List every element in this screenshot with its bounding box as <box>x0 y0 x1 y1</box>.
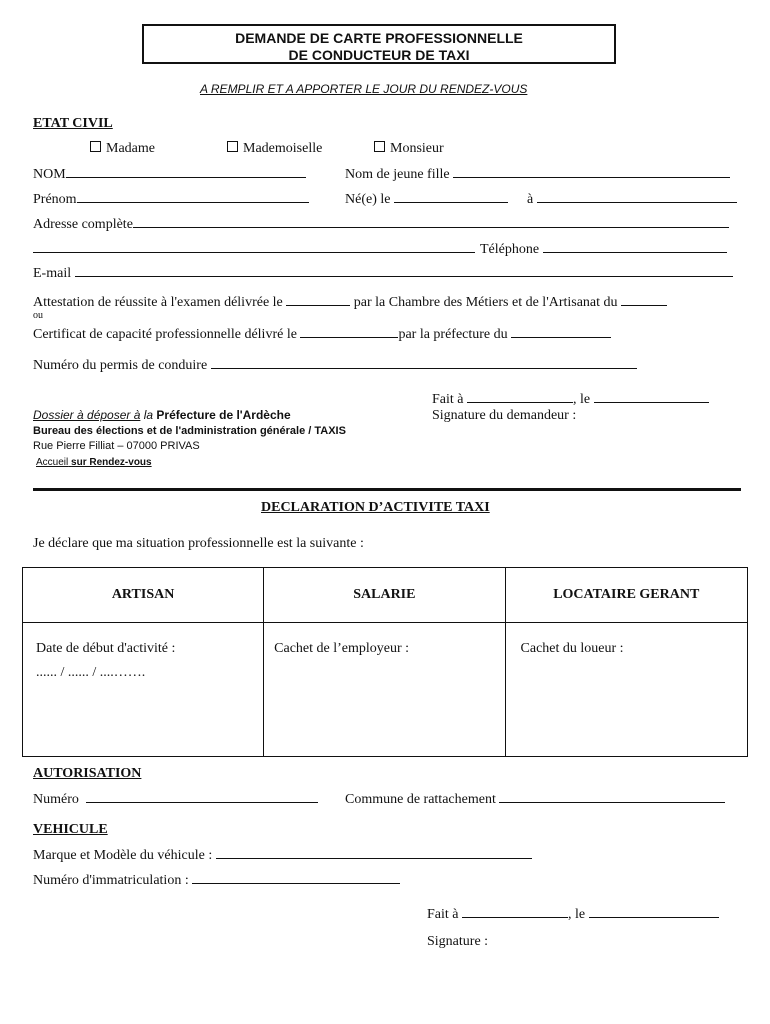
fill-line <box>77 190 309 203</box>
field-label: Certificat de capacité professionnelle délivré le <box>33 327 297 342</box>
date-debut-label: Date de début d'activité : <box>36 641 176 656</box>
fill-line <box>621 293 667 306</box>
option-label: Madame <box>106 141 155 156</box>
marque-modele-field[interactable] <box>33 846 532 864</box>
field-label: Né(e) le <box>345 192 391 207</box>
checkbox-icon <box>90 141 101 152</box>
form-title <box>142 24 616 64</box>
fill-line <box>286 293 350 306</box>
fill-line <box>499 790 725 803</box>
nom-field[interactable] <box>33 165 306 183</box>
checkbox-mademoiselle[interactable] <box>227 141 322 157</box>
signature-demandeur-label: Signature du demandeur : <box>432 408 577 423</box>
field-label: Fait à <box>427 907 459 922</box>
depot-prefix: Dossier à déposer à <box>33 408 141 422</box>
fill-line <box>75 264 733 277</box>
field-label: Numéro du permis de conduire <box>33 358 208 373</box>
field-label: NOM <box>33 167 66 182</box>
autorisation-heading: AUTORISATION <box>33 766 142 781</box>
depot-article: la <box>143 408 154 422</box>
depot-line-1 <box>33 408 291 422</box>
naissance-date-field[interactable] <box>345 190 508 208</box>
fait-a-field-1[interactable] <box>432 390 709 408</box>
field-label: Attestation de réussite à l'examen délivrée le <box>33 295 283 310</box>
cell-locataire[interactable] <box>505 623 747 757</box>
field-label: Prénom <box>33 192 77 207</box>
fill-line <box>300 325 398 338</box>
cachet-employeur-label: Cachet de l’employeur : <box>274 641 410 656</box>
field-label: Fait à <box>432 392 464 407</box>
depot-line-3: Rue Pierre Filliat – 07000 PRIVAS <box>33 440 200 452</box>
checkbox-icon <box>227 141 238 152</box>
autorisation-numero-field[interactable] <box>33 790 318 808</box>
col-salarie: SALARIE <box>264 568 505 623</box>
fill-line <box>511 325 611 338</box>
field-label: Commune de rattachement <box>345 792 496 807</box>
field-label: , le <box>568 907 586 922</box>
immatriculation-field[interactable] <box>33 871 400 889</box>
prenom-field[interactable] <box>33 190 309 208</box>
option-label: Mademoiselle <box>243 141 323 156</box>
prefecture-name: Préfecture de l'Ardèche <box>156 408 291 422</box>
fill-line <box>133 215 729 228</box>
ou-text: ou <box>33 310 43 321</box>
attestation-field[interactable] <box>33 293 667 311</box>
cell-salarie[interactable] <box>264 623 505 757</box>
adresse-suite-field[interactable] <box>33 240 475 258</box>
telephone-field[interactable] <box>480 240 727 258</box>
accueil-text: Accueil <box>36 457 69 468</box>
adresse-field[interactable] <box>33 215 729 233</box>
fill-line <box>543 240 727 253</box>
signature-label: Signature : <box>427 934 489 949</box>
commune-field[interactable] <box>345 790 725 808</box>
field-label: Marque et Modèle du véhicule : <box>33 848 213 863</box>
rendez-vous-text: sur Rendez-vous <box>71 457 152 468</box>
title-line-1: DEMANDE DE CARTE PROFESSIONNELLE <box>235 30 523 46</box>
col-artisan: ARTISAN <box>23 568 264 623</box>
field-label: Adresse complète <box>33 217 133 232</box>
naissance-lieu-field[interactable] <box>527 190 737 208</box>
field-label: par la préfecture du <box>398 327 508 342</box>
declaration-intro: Je déclare que ma situation professionnelle est la suivante : <box>33 536 364 551</box>
fill-line <box>589 905 719 918</box>
fait-a-field-2[interactable] <box>427 905 719 923</box>
col-locataire-gerant: LOCATAIRE GERANT <box>505 568 747 623</box>
etat-civil-heading: ETAT CIVIL <box>33 116 113 131</box>
checkbox-madame[interactable] <box>90 141 155 157</box>
fill-line <box>537 190 737 203</box>
checkbox-monsieur[interactable] <box>374 141 444 157</box>
depot-line-2: Bureau des élections et de l'administration générale / TAXIS <box>33 425 346 437</box>
fill-line <box>216 846 532 859</box>
declaration-heading: DECLARATION D’ACTIVITE TAXI <box>261 500 490 515</box>
date-debut-placeholder: ...... / ...... / ....……. <box>36 665 146 680</box>
nom-jeune-fille-field[interactable] <box>345 165 730 183</box>
cachet-loueur-label: Cachet du loueur : <box>520 641 624 656</box>
fill-line <box>211 356 637 369</box>
field-label: à <box>527 192 534 207</box>
field-label: E-mail <box>33 266 72 281</box>
fill-line <box>66 165 306 178</box>
section-divider <box>33 488 741 491</box>
activity-table <box>22 567 748 757</box>
fill-line <box>86 790 318 803</box>
option-label: Monsieur <box>390 141 444 156</box>
fill-line <box>594 390 709 403</box>
field-label: Numéro d'immatriculation : <box>33 873 189 888</box>
fill-line <box>467 390 573 403</box>
email-field[interactable] <box>33 264 733 282</box>
fill-line <box>462 905 568 918</box>
checkbox-icon <box>374 141 385 152</box>
field-label: par la Chambre des Métiers et de l'Artisanat du <box>353 295 618 310</box>
fill-line <box>394 190 508 203</box>
fill-line <box>192 871 400 884</box>
permis-field[interactable] <box>33 356 637 374</box>
title-line-2: DE CONDUCTEUR DE TAXI <box>288 47 470 63</box>
certificat-field[interactable] <box>33 325 611 343</box>
field-label: Numéro <box>33 792 79 807</box>
vehicule-heading: VEHICULE <box>33 822 108 837</box>
depot-line-4 <box>36 457 152 468</box>
field-label: , le <box>573 392 591 407</box>
instruction-text: A REMPLIR ET A APPORTER LE JOUR DU RENDEZ-VOUS <box>200 82 528 96</box>
field-label: Téléphone <box>480 242 540 257</box>
field-label: Nom de jeune fille <box>345 167 450 182</box>
fill-line <box>33 240 475 253</box>
fill-line <box>453 165 730 178</box>
cell-artisan[interactable] <box>23 623 264 757</box>
